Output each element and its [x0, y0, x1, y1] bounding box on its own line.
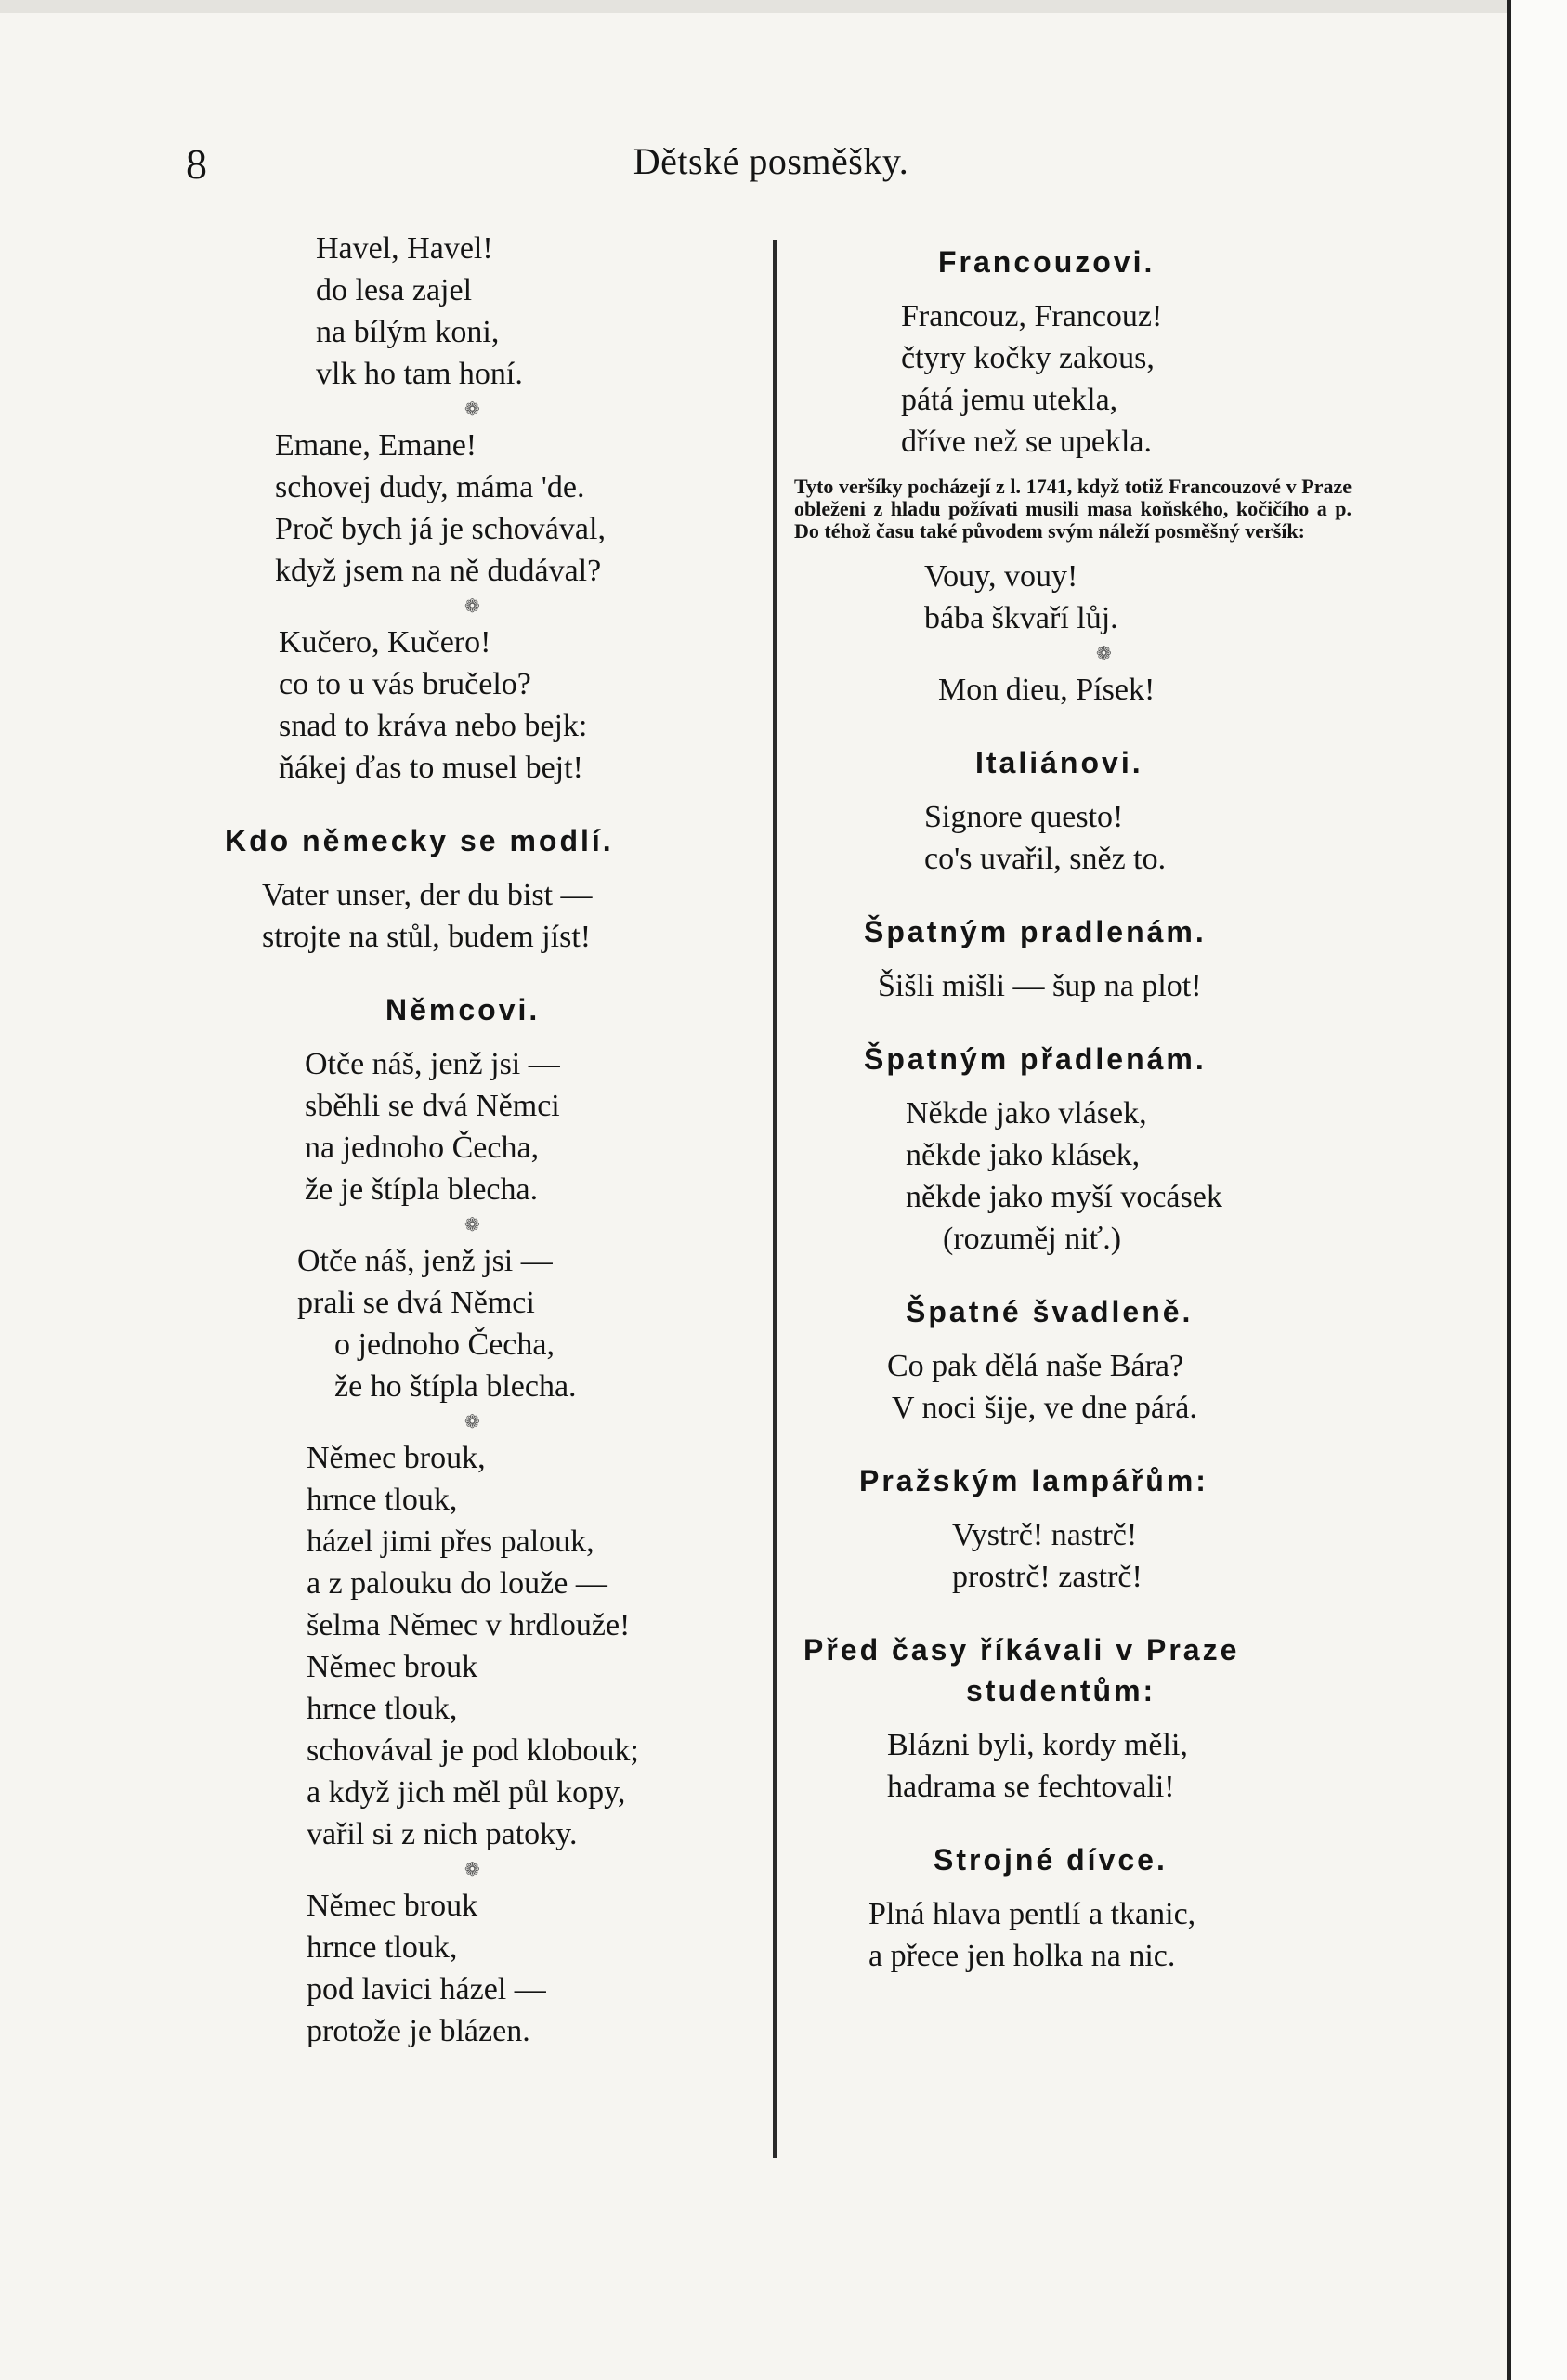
poem-havel [316, 228, 743, 395]
verse-line: Otče náš, jenž jsi — [297, 1244, 553, 1278]
verse-line: schovej dudy, máma 'de. [275, 470, 585, 504]
separator: ❁ [464, 1215, 480, 1236]
verse-line: Mon dieu, Písek! [938, 673, 1156, 707]
poem-vouy [924, 556, 1352, 639]
separator: ❁ [464, 399, 480, 420]
verse-line: hadrama se fechtovali! [887, 1770, 1175, 1804]
heading-studentum [794, 1629, 1352, 1711]
verse-line: když jsem na ně dudával? [275, 554, 602, 588]
verse-line: někde jako myší vocásek [906, 1180, 1222, 1214]
poem-signore [924, 796, 1352, 880]
verse-line: hrnce tlouk, [307, 1692, 458, 1726]
poem-vystrc [952, 1514, 1352, 1598]
verse-line: Vouy, vouy! [924, 559, 1078, 594]
poem-bara [887, 1345, 1352, 1429]
verse-line: pátá jemu utekla, [901, 383, 1118, 417]
poem-emane [275, 425, 743, 592]
poem-sisli [878, 965, 1352, 1007]
verse-line: hrnce tlouk, [307, 1930, 458, 1965]
separator: ❁ [464, 1860, 480, 1880]
poem-holka [868, 1893, 1352, 1977]
column-rule [773, 240, 777, 2158]
verse-line: hrnce tlouk, [307, 1483, 458, 1517]
section-heading: Pražským lampářům: [859, 1464, 1208, 1497]
verse-line: protože je blázen. [307, 2014, 530, 2048]
historical-note: Tyto veršíky pocházejí z l. 1741, když totiž Francouzové v Praze obleženi z hladu požívati musili masa koňského, kočičího a p. Do téhož času také původem svým náleží posměšný veršík: [794, 475, 1352, 543]
verse-line: prali se dvá Němci [297, 1286, 535, 1320]
section-heading: Francouzovi. [938, 245, 1156, 279]
verse-line: Němec brouk, [307, 1441, 486, 1475]
poem-modli [262, 874, 743, 958]
verse-line: co to u vás bručelo? [279, 667, 531, 701]
left-column [225, 228, 743, 2052]
verse-line: co's uvařil, sněz to. [924, 842, 1167, 876]
poem-kucero [279, 621, 743, 789]
verse-line: strojte na stůl, budem jíst! [262, 920, 592, 954]
verse-line: někde jako klásek, [906, 1138, 1141, 1172]
section-heading: Špatným přadlenám. [864, 1042, 1207, 1076]
separator: ❁ [464, 596, 480, 617]
page-number: 8 [186, 140, 207, 188]
verse-line: Otče náš, jenž jsi — [305, 1047, 560, 1081]
verse-line: Signore questo! [924, 800, 1124, 834]
verse-line: že je štípla blecha. [305, 1172, 539, 1207]
verse-line: o jednoho Čecha, [334, 1327, 555, 1362]
verse-line: Blázni byli, kordy měli, [887, 1728, 1188, 1762]
separator: ❁ [1096, 644, 1112, 664]
verse-line: že ho štípla blecha. [334, 1369, 577, 1404]
section-heading: Špatným pradlenám. [864, 915, 1207, 948]
verse-line: na jednoho Čecha, [305, 1131, 540, 1165]
verse-line: čtyry kočky zakous, [901, 341, 1155, 375]
poem-blazni [887, 1724, 1352, 1808]
verse-line: Francouz, Francouz! [901, 299, 1163, 333]
poem-brouk-1 [307, 1437, 743, 1855]
poem-otce-2 [297, 1240, 743, 1407]
verse-line: Emane, Emane! [275, 428, 477, 463]
section-heading: studentům: [966, 1674, 1156, 1707]
verse-line: Někde jako vlásek, [906, 1096, 1147, 1131]
verse-line: pod lavici házel — [307, 1972, 546, 2007]
verse-line: sběhli se dvá Němci [305, 1089, 560, 1123]
verse-line: schovával je pod klobouk; [307, 1733, 639, 1768]
poem-pisek [938, 669, 1352, 711]
verse-line: a z palouku do louže — [307, 1566, 607, 1601]
verse-line: dříve než se upekla. [901, 425, 1152, 459]
verse-line: Němec brouk [307, 1889, 478, 1923]
verse-line: Kučero, Kučero! [279, 625, 491, 660]
verse-line: (rozuměj niť.) [943, 1222, 1122, 1256]
separator: ❁ [464, 1412, 480, 1432]
verse-line: Proč bych já je schovával, [275, 512, 606, 546]
verse-line: Co pak dělá naše Bára? [887, 1349, 1184, 1383]
verse-line: vařil si z nich patoky. [307, 1817, 578, 1851]
section-heading: Před časy říkávali v Praze [803, 1633, 1240, 1667]
verse-line: prostrč! zastrč! [952, 1560, 1143, 1594]
verse-line: na bílým koni, [316, 315, 500, 349]
poem-vlasek [906, 1092, 1352, 1260]
verse-line: Němec brouk [307, 1650, 478, 1684]
verse-line: házel jimi přes palouk, [307, 1524, 594, 1559]
right-column [794, 242, 1352, 1977]
verse-line: do lesa zajel [316, 273, 473, 307]
verse-line: a přece jen holka na nic. [868, 1939, 1176, 1973]
section-heading: Němcovi. [385, 993, 541, 1027]
verse-line: Šišli mišli — šup na plot! [878, 969, 1202, 1003]
section-heading: Italiánovi. [975, 746, 1143, 779]
page-top-edge [0, 0, 1567, 13]
page-right-edge [1507, 0, 1567, 2380]
verse-line: Vystrč! nastrč! [952, 1518, 1138, 1552]
verse-line: snad to kráva nebo bejk: [279, 709, 588, 743]
section-heading: Špatné švadleně. [906, 1295, 1194, 1328]
verse-line: ňákej ďas to musel bejt! [279, 751, 583, 785]
verse-line: Havel, Havel! [316, 231, 493, 266]
verse-line: šelma Němec v hrdlouže! [307, 1608, 631, 1642]
running-title: Dětské posměšky. [633, 140, 909, 182]
section-heading: Kdo německy se modlí. [225, 824, 614, 857]
verse-line: vlk ho tam honí. [316, 357, 523, 391]
verse-line: V noci šije, ve dne párá. [892, 1391, 1197, 1425]
verse-line: Vater unser, der du bist — [262, 878, 593, 912]
section-heading: Strojné dívce. [934, 1843, 1168, 1877]
poem-brouk-2 [307, 1885, 743, 2052]
verse-line: a když jich měl půl kopy, [307, 1775, 626, 1810]
verse-line: Plná hlava pentlí a tkanic, [868, 1897, 1196, 1931]
poem-otce-1 [305, 1043, 743, 1210]
poem-francouz [901, 295, 1352, 463]
verse-line: bába škvaří lůj. [924, 601, 1118, 635]
